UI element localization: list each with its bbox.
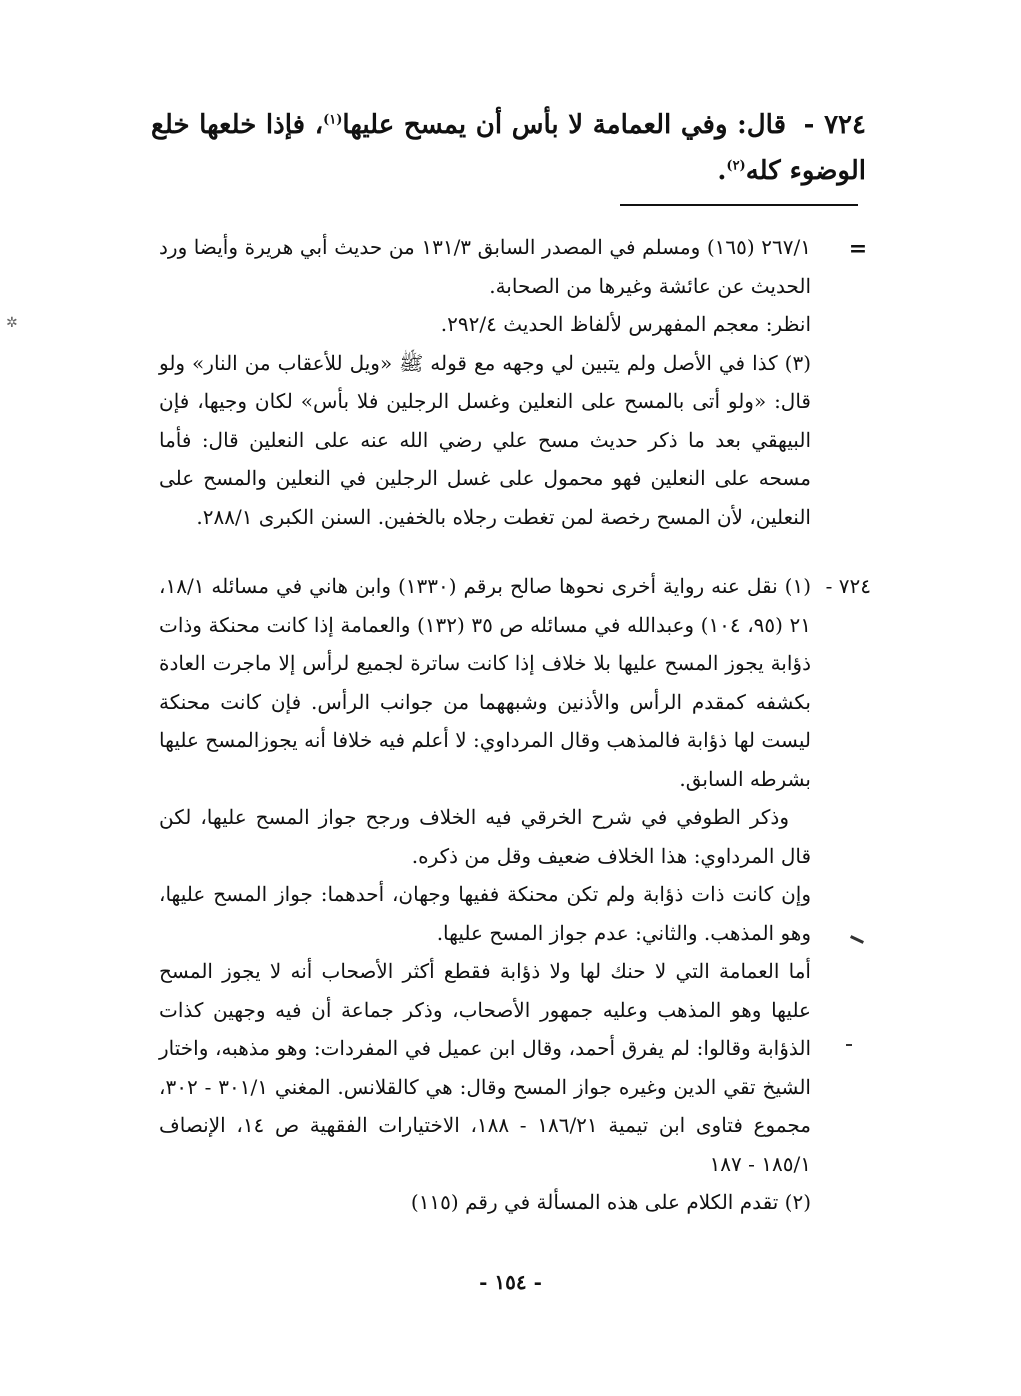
footnote-724-para-4: أما العمامة التي لا حنك لها ولا ذؤابة فقطع أكثر الأصحاب أنه لا يجوز المسح عليها وهو المذهب وعليه جمهور الأصحاب، وذكر جماعة أن فيه وجهين كذات الذؤابة وقالوا: لم يفرق أحمد، وقال ابن عميل في المفردات: وهو مذهبه، واختار الشيخ تقي الدين وغيره جواز المسح وقال: هي كالقلانس. المغني ٣٠١/١ - ٣٠٢، مجموع فتاوى ابن تيمية ١٨٦/٢١ - ١٨٨، الاختيارات الفقهية ص ١٤، الإنصاف ١٨٥/١ - ١٨٧ xyxy=(159,959,811,1176)
footnote-ref-2: (٢) xyxy=(726,158,746,174)
footnote-724-para-2: وذكر الطوفي في شرح الخرقي فيه الخلاف ورجح جواز المسح عليها، لكن قال المرداوي: هذا الخلاف ضعيف وقل من ذكره. xyxy=(159,805,811,868)
footnote-724-para-3: وإن كانت ذات ذؤابة ولم تكن محنكة ففيها وجهان، أحدهما: جواز المسح عليها، وهو المذهب. والثاني: عدم جواز المسح عليها. xyxy=(159,882,811,945)
footnotes-previous xyxy=(159,228,811,536)
scan-mark xyxy=(850,935,864,944)
main-text-part1: قال: وفي العمامة لا بأس أن يمسح عليها xyxy=(342,110,787,140)
scan-speck: ✲ xyxy=(6,315,18,331)
footnote-continued: ٢٦٧/١ (١٦٥) ومسلم في المصدر السابق ١٣١/٣ من حديث أبي هريرة وأيضا ورد الحديث عن عائشة وغيرها من الصحابة. xyxy=(159,235,811,298)
issue-number: ٧٢٤ - xyxy=(803,110,866,140)
footnote-724-1: (١) نقل عنه رواية أخرى نحوها صالح برقم (١٣٣٠) وابن هاني في مسائله ١٨/١، ٢١ (٩٥، ١٠٤) وعبدالله في مسائله ص ٣٥ (١٣٢) والعمامة إذا كانت محنكة وذات ذؤابة يجوز المسح عليها بلا خلاف إذا كانت ساترة لجميع لرأس إلا ماجرت العادة بكشفه كمقدم الرأس والأذنين وشبههما من جوانب الرأس. فإن كانت محنكة ليست لها ذؤابة فالمذهب وقال المرداوي: لا أعلم فيه خلافا أنه يجوزالمسح عليها بشرطه السابق. xyxy=(159,574,812,791)
main-text-part2: ، فإذا خلعها خلع الوضوء كله xyxy=(151,110,866,186)
main-text-724 xyxy=(151,102,866,194)
main-text-part3: . xyxy=(717,156,727,186)
footnote-separator xyxy=(620,204,858,206)
page-number: - ١٥٤ - xyxy=(479,1270,542,1294)
footnote-3: (٣) كذا في الأصل ولم يتبين لي وجهه مع قوله ﷺ «ويل للأعقاب من النار» ولو قال: «ولو أتى بالمسح على النعلين وغسل الرجلين فلا بأس» لكان وجيها، فإن البيهقي بعد ما ذكر حديث مسح علي رضي الله عنه على النعلين قال: فأما مسحه على النعلين فهو محمول على غسل الرجلين في النعلين والمسح على النعلين، لأن المسح رخصة لمن تغطت رجلاه بالخفين. السنن الكبرى ٢٨٨/١. xyxy=(159,350,811,529)
footnotes-724 xyxy=(159,567,811,1222)
footnote-group-number: ٧٢٤ - xyxy=(825,574,871,598)
footnote-ref-1: (١) xyxy=(323,112,343,128)
footnote-reference: انظر: معجم المفهرس لألفاظ الحديث ٢٩٢/٤. xyxy=(440,312,811,336)
continuation-marker: = xyxy=(848,236,868,262)
footnote-724-2: (٢) تقدم الكلام على هذه المسألة في رقم (١١٥) xyxy=(410,1190,811,1214)
scan-mark xyxy=(846,1044,852,1046)
